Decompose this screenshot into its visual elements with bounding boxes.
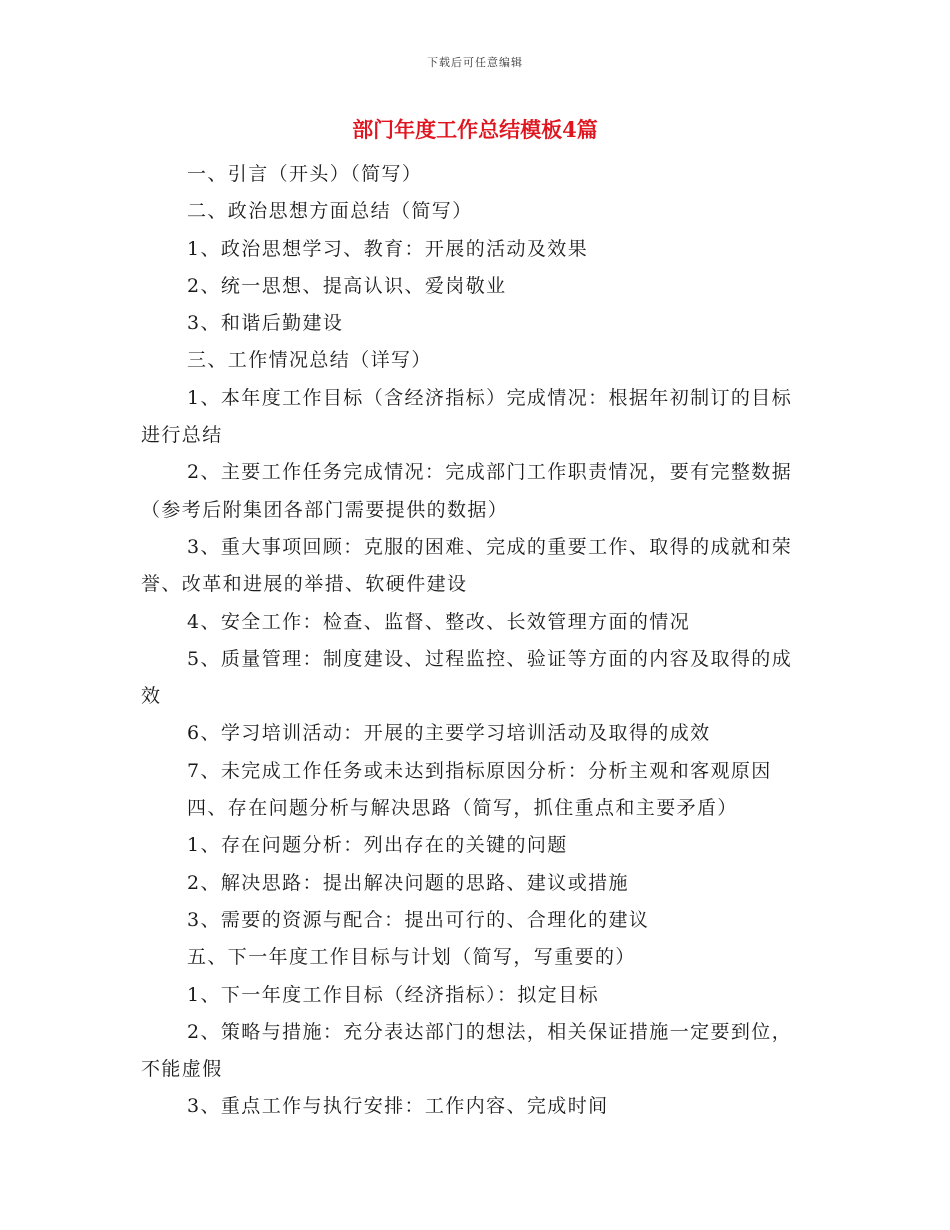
paragraph: 5、质量管理：制度建设、过程监控、验证等方面的内容及取得的成效 bbox=[141, 647, 793, 708]
paragraph: 6、学习培训活动：开展的主要学习培训活动及取得的成效 bbox=[187, 722, 711, 745]
paragraph: 3、和谐后勤建设 bbox=[187, 312, 344, 335]
document-title: 部门年度工作总结模板4篇 bbox=[352, 117, 598, 142]
paragraph: 7、未完成工作任务或未达到指标原因分析：分析主观和客观原因 bbox=[187, 759, 772, 782]
header-note: 下载后可任意编辑 bbox=[427, 56, 523, 69]
paragraph: 3、重大事项回顾：克服的困难、完成的重要工作、取得的成就和荣誉、改革和进展的举措、软硬件建设 bbox=[141, 535, 793, 596]
paragraph: 2、主要工作任务完成情况：完成部门工作职责情况，要有完整数据（参考后附集团各部门需要提供的数据） bbox=[141, 461, 793, 521]
paragraph: 1、本年度工作目标（含经济指标）完成情况：根据年初制订的目标进行总结 bbox=[141, 386, 793, 447]
paragraph: 2、策略与措施：充分表达部门的想法，相关保证措施一定要到位，不能虚假 bbox=[141, 1020, 793, 1081]
paragraph: 四、存在问题分析与解决思路（简写，抓住重点和主要矛盾） bbox=[187, 797, 738, 820]
paragraph: 1、政治思想学习、教育：开展的活动及效果 bbox=[187, 237, 589, 260]
paragraph: 1、存在问题分析：列出存在的关键的问题 bbox=[187, 834, 568, 857]
paragraph: 3、需要的资源与配合：提出可行的、合理化的建议 bbox=[187, 908, 650, 931]
paragraph: 2、统一思想、提高认识、爱岗敬业 bbox=[187, 274, 507, 297]
paragraph: 一、引言（开头）（简写） bbox=[187, 163, 423, 185]
paragraph: 3、重点工作与执行安排：工作内容、完成时间 bbox=[187, 1095, 609, 1118]
paragraph: 2、解决思路：提出解决问题的思路、建议或措施 bbox=[187, 871, 629, 894]
document-body bbox=[141, 156, 807, 1126]
paragraph: 4、安全工作：检查、监督、整改、长效管理方面的情况 bbox=[187, 610, 691, 633]
paragraph: 五、下一年度工作目标与计划（简写，写重要的） bbox=[187, 946, 636, 969]
paragraph: 二、政治思想方面总结（简写） bbox=[187, 200, 473, 223]
paragraph: 1、下一年度工作目标（经济指标）：拟定目标 bbox=[187, 983, 599, 1006]
paragraph: 三、工作情况总结（详写） bbox=[187, 349, 432, 372]
